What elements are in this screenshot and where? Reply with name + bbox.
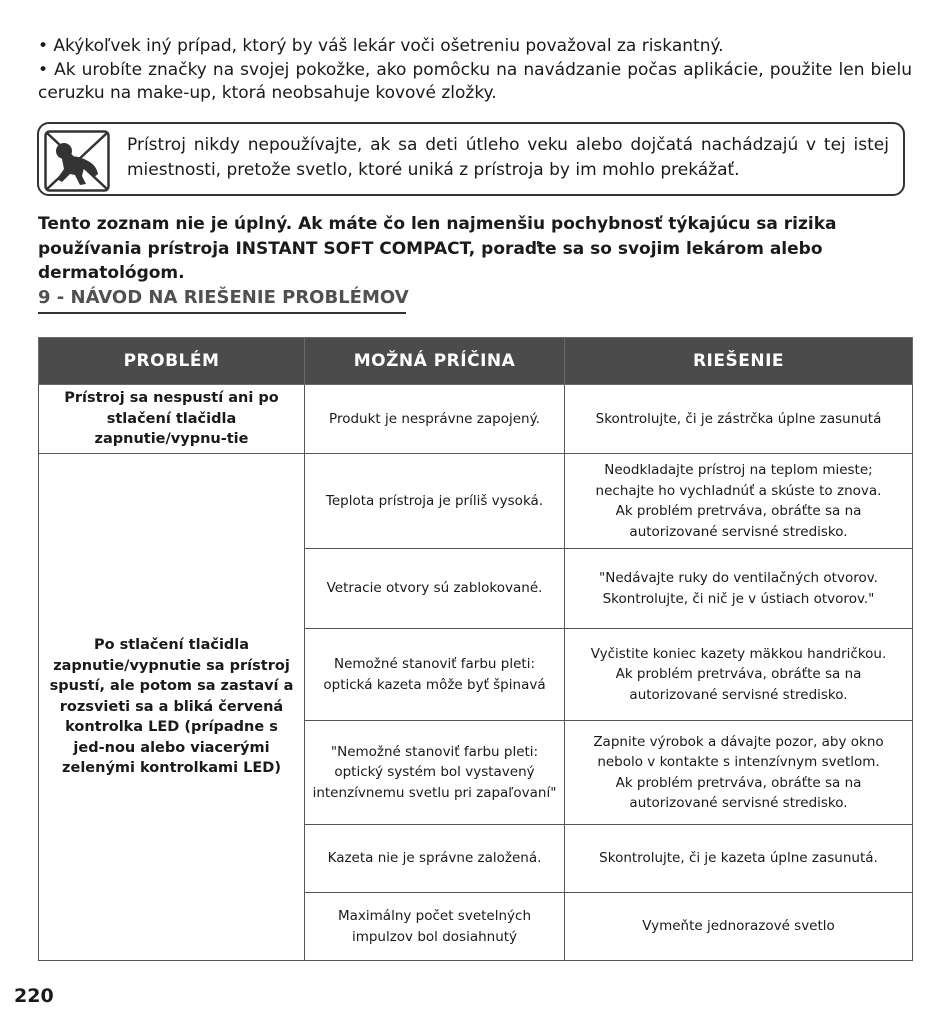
column-header-cause: MOŽNÁ PRÍČINA [305, 338, 565, 385]
cause-cell: Produkt je nesprávne zapojený. [305, 385, 565, 454]
bullet-list [38, 35, 912, 106]
solution-cell: Vyčistite koniec kazety mäkkou handričkou. Ak problém pretrváva, obráťte sa na autorizované servisné stredisko. [565, 629, 913, 721]
problem-cell: Po stlačení tlačidla zapnutie/vypnutie sa prístroj spustí, ale potom sa zastaví a rozsvieti sa a bliká červená kontrolka LED (prípadne s jed-nou alebo viacerými zelenými kontrolkami LED) [39, 454, 305, 961]
troubleshooting-table [38, 337, 913, 961]
solution-cell: Neodkladajte prístroj na teplom mieste; nechajte ho vychladnúť a skúste to znova. Ak problém pretrváva, obráťte sa na autorizované servisné stredisko. [565, 454, 913, 549]
warning-text: Prístroj nikdy nepoužívajte, ak sa deti útleho veku alebo dojčatá nachádzajú v tej istej miestnosti, pretože svetlo, ktoré uniká z prístroja by im mohlo prekážať. [127, 135, 889, 180]
page-number: 220 [14, 985, 54, 1007]
no-babies-icon [44, 130, 110, 192]
cause-cell: Teplota prístroja je príliš vysoká. [305, 454, 565, 549]
column-header-problem: PROBLÉM [39, 338, 305, 385]
cause-cell: Kazeta nie je správne založená. [305, 825, 565, 893]
notice-text: Tento zoznam nie je úplný. Ak máte čo len najmenšiu pochybnosť týkajúcu sa rizika používania prístroja INSTANT SOFT COMPACT, poraďte sa so svojim lekárom alebo dermatológom. [38, 214, 837, 283]
solution-cell: "Nedávajte ruky do ventilačných otvorov. Skontrolujte, či nič je v ústiach otvorov." [565, 549, 913, 629]
cause-cell: "Nemožné stanoviť farbu pleti: optický systém bol vystavený intenzívnemu svetlu pri zapaľovaní" [305, 721, 565, 825]
solution-cell: Skontrolujte, či je zástrčka úplne zasunutá [565, 385, 913, 454]
bullet-item: • Ak urobíte značky na svojej pokožke, ako pomôcku na navádzanie počas aplikácie, použite len bielu ceruzku na make-up, ktorá neobsahuje kovové zložky. [38, 59, 912, 103]
column-header-solution: RIEŠENIE [565, 338, 913, 385]
cause-cell: Nemožné stanoviť farbu pleti: optická kazeta môže byť špinavá [305, 629, 565, 721]
solution-cell: Zapnite výrobok a dávajte pozor, aby okno nebolo v kontakte s intenzívnym svetlom. Ak problém pretrváva, obráťte sa na autorizované servisné stredisko. [565, 721, 913, 825]
problem-cell: Prístroj sa nespustí ani po stlačení tlačidla zapnutie/vypnu-tie [39, 385, 305, 454]
solution-cell: Vymeňte jednorazové svetlo [565, 893, 913, 961]
cause-cell: Maximálny počet svetelných impulzov bol dosiahnutý [305, 893, 565, 961]
table-header-row [39, 338, 913, 385]
table-row [39, 385, 913, 454]
table-row [39, 454, 913, 549]
bullet-item: • Akýkoľvek iný prípad, ktorý by váš lekár voči ošetreniu považoval za riskantný. [38, 36, 724, 56]
section-title: 9 - NÁVOD NA RIEŠENIE PROBLÉMOV [38, 287, 406, 314]
cause-cell: Vetracie otvory sú zablokované. [305, 549, 565, 629]
warning-box [37, 122, 905, 196]
solution-cell: Skontrolujte, či je kazeta úplne zasunutá. [565, 825, 913, 893]
